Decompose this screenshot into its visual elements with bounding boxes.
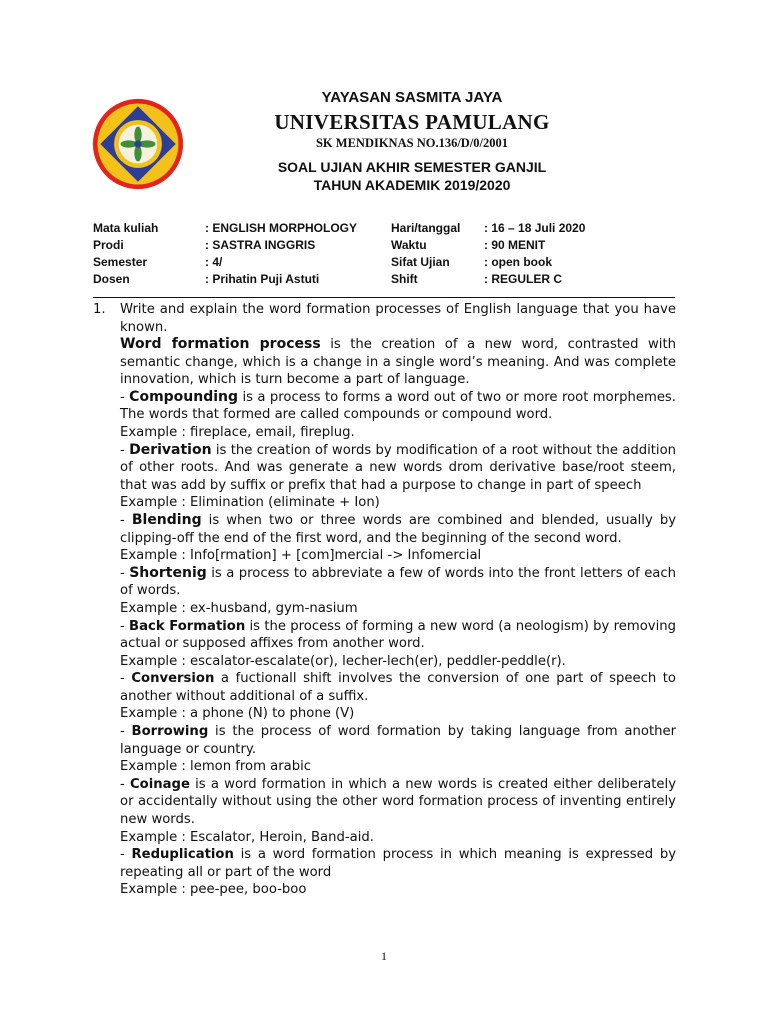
section-paragraph: - Coinage is a word formation in which a new words is created either deliberately or accidentally without using the other word formation process of inventing entirely new words. <box>120 776 677 828</box>
info-value: : 16 – 18 Juli 2020 <box>484 221 586 235</box>
section-paragraph: - Back Formation is the process of forming a new word (a neologism) by removing actual or supposed affixes from another word. <box>120 618 676 652</box>
page-number: 1 <box>381 949 387 963</box>
section-paragraph: - Blending is when two or three words are combined and blended, usually by clipping-off the end of the first word, and the beginning of the second word. <box>120 511 677 546</box>
info-label: Mata kuliah <box>93 221 159 235</box>
section-text: is a process to forms a word out of two or more root morphemes. The words that formed are called compounds or compound word. <box>120 389 676 423</box>
info-label: Dosen <box>93 272 130 286</box>
section-example: Example : Elimination (eliminate + Ion) <box>120 495 380 511</box>
section-term: Conversion <box>131 671 215 687</box>
info-label: Hari/tanggal <box>391 221 461 235</box>
section-example: Example : a phone (N) to phone (V) <box>120 706 355 722</box>
answer-body <box>120 336 676 899</box>
section-example: Example : lemon from arabic <box>120 759 312 775</box>
info-value: : 90 MENIT <box>484 238 546 252</box>
section-paragraph: - Shortenig is a process to abbreviate a few of words into the front letters of each of words. <box>120 564 676 599</box>
header-divider <box>93 297 675 298</box>
section-text: is the process of forming a new word (a neologism) by removing actual or supposed affixes from another word. <box>120 618 676 652</box>
university-name: UNIVERSITAS PAMULANG <box>274 110 550 134</box>
section-example: Example : escalator-escalate(or), lecher-lech(er), peddler-peddle(r). <box>120 653 566 669</box>
section-text: a fuctionall shift involves the conversion of one part of speech to another without additional of a suffix. <box>120 671 676 704</box>
section-term: Compounding <box>129 388 239 405</box>
info-label: Shift <box>391 272 418 286</box>
exam-title: SOAL UJIAN AKHIR SEMESTER GANJIL <box>277 159 547 175</box>
foundation-name: YAYASAN SASMITA JAYA <box>321 89 503 106</box>
info-value: : Prihatin Puji Astuti <box>205 272 320 286</box>
info-label: Sifat Ujian <box>391 255 450 269</box>
section-paragraph: - Compounding is a process to forms a word out of two or more root morphemes. The words that formed are called compounds or compound word. <box>120 388 676 423</box>
info-value: : ENGLISH MORPHOLOGY <box>205 221 358 235</box>
question-number: 1. <box>93 302 106 317</box>
section-term: Borrowing <box>131 724 209 740</box>
section-term: Derivation <box>129 441 212 458</box>
intro-text: is the creation of a new word, contrasted with semantic change, which is a change in a single word’s meaning. And was complete innovation, which is turn become a part of language. <box>120 337 676 388</box>
section-example: Example : Escalator, Heroin, Band-aid. <box>120 829 374 845</box>
section-example: Example : ex-husband, gym-nasium <box>120 600 358 616</box>
section-term: Coinage <box>129 776 190 792</box>
intro-paragraph <box>120 336 676 389</box>
info-value: : open book <box>484 255 552 269</box>
question-text: Write and explain the word formation processes of English language that you have known. <box>120 302 676 335</box>
info-label: Semester <box>93 255 148 269</box>
info-value: : 4/ <box>205 255 223 269</box>
section-paragraph: - Conversion a fuctionall shift involves the conversion of one part of speech to another without additional of a suffix. <box>120 671 676 704</box>
section-text: is a process to abbreviate a few of words into the front letters of each of words. <box>120 565 676 599</box>
info-label: Prodi <box>93 238 124 252</box>
section-term: Back Formation <box>129 618 246 634</box>
section-paragraph: - Derivation is the creation of words by modification of a root without the addition of other roots. And was generate a new words drom derivative base/root steem, that was add by suffix or prefix that had a purpose to change in part of speech <box>120 441 677 493</box>
section-text: is a word formation process in which meaning is expressed by repeating all or part of the word <box>120 847 677 880</box>
academic-year: TAHUN AKADEMIK 2019/2020 <box>313 177 511 193</box>
section-text: is the creation of words by modification of a root without the addition of other roots. And was generate a new words drom derivative base/root steem, that was add by suffix or prefix that had a purpose to change in part of speech <box>120 442 677 493</box>
section-paragraph: - Borrowing is the process of word formation by taking language from another language or country. <box>120 724 677 757</box>
section-example: Example : fireplace, email, fireplug. <box>120 424 355 440</box>
info-label: Waktu <box>391 238 427 252</box>
section-example: Example : Info[rmation] + [com]mercial -> Infomercial <box>120 548 482 564</box>
sk-number: SK MENDIKNAS NO.136/D/0/2001 <box>315 136 509 150</box>
question-1 <box>93 301 676 336</box>
info-value: : SASTRA INGGRIS <box>205 238 316 252</box>
section-text: is a word formation in which a new words is created either deliberately or accidentally without using the other word formation process of inventing entirely new words. <box>120 776 677 828</box>
section-paragraph: - Reduplication is a word formation process in which meaning is expressed by repeating all or part of the word <box>120 847 677 880</box>
section-term: Blending <box>131 511 202 528</box>
section-term: Reduplication <box>131 847 234 863</box>
intro-term: Word formation process <box>120 336 321 352</box>
section-text: is the process of word formation by taking language from another language or country. <box>120 724 677 757</box>
section-example: Example : pee-pee, boo-boo <box>120 882 307 898</box>
section-text: is when two or three words are combined and blended, usually by clipping-off the end of the first word, and the beginning of the second word. <box>120 512 677 546</box>
section-term: Shortenig <box>129 564 207 581</box>
info-value: : REGULER C <box>484 272 562 286</box>
